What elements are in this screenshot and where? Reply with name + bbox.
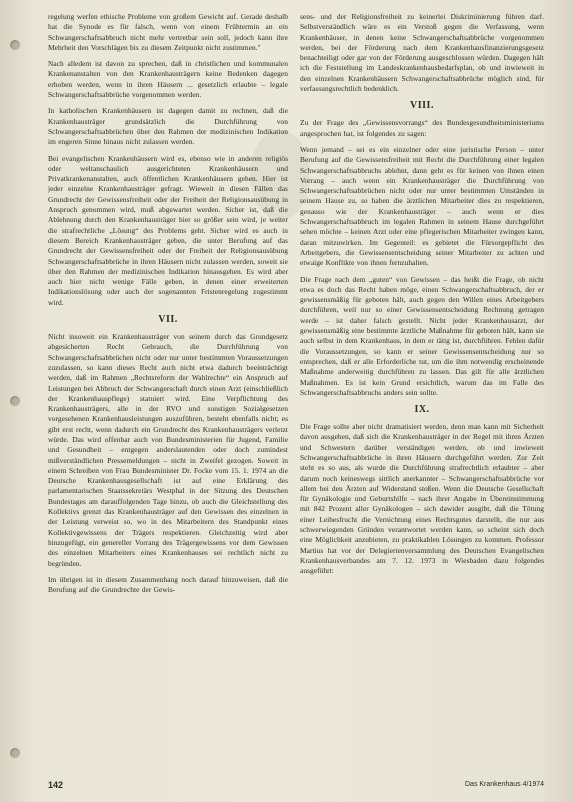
punch-hole (10, 40, 20, 50)
paragraph: Nicht insoweit ein Krankenhausträger von seinem durch das Grundgesetz abgesicherten Recht Gebrauch, die Durchführung von Schwangerschaftsabbrüchen nicht oder nur unter bestimmten Voraussetzungen zuzulassen, so kann dieses Recht auch nicht etwa dadurch beeinträchtigt werden, daß im Rahmen „Rechtsreform der Wahlrechte“ ein Anspruch auf Leistungen bei Abbruch der Schwangerschaft durch einen Arzt (einschließlich der Krankenhauspflege) statuiert wird. Eine Verpflichtung des Krankenhausträgers, alle in der RVO und sonstigen Sozialgesetzen vorgesehenen Krankenhausleistungen auszuführen, besteht ebenfalls nicht; es gibt erst recht, wenn dadurch ein Grundrecht des Krankenhausträgers verletzt würde. Das wird offenbar auch von Bundesministerien für Jugend, Familie und Gesundheit – entgegen anderslautenden oder doch zumindest mißverständlichen Pressemeldungen – nicht in Zweifel gezogen. Soweit in einem Schreiben von Frau Bundesminister Dr. Focke vom 15. 1. 1974 an die Deutsche Krankenhausgesellschaft ist auf eine Erklärung des parlamentarischen Staatssekretärs Westphal in der Sitzung des Deutschen Bundestages am darauffolgenden Tage hinzu, ob auch die Gleichstellung des Kollektivs grenzt das Krankenhausträger auf den Gewissen des einzelnen in der Leistung verweist so, wo in des Mitarbeitern des Standpunkt eines Kollektivgewissens der Trägers respektieren. Gleichzeitig wird aber hinzugefügt, ein genereller Vorrang des Trägergewissens vor dem Gewissen des einzelnen Mitarbeiters eines Krankenhauses sei rechtlich nicht zu begründen. (48, 332, 288, 568)
paragraph: Die Frage sollte aber nicht dramatisiert werden, denn man kann mit Sicherheit davon ausgehen, daß sich die Krankenhausträger in der Regel mit ihren Ärzten und Schwestern darüber verständigen werden, ob und inwieweit Schwangerschaftsabbrüche in ihren Häusern durchgeführt werden. Zur Zeit steht es so aus, als wurde die Durchführung strafrechtlich erlaubter – aber darum noch keineswegs sittlich anerkannter – Schwangerschaftsabbrüche vor allem bei den Ärzten auf Widerstand stoßen. Wenn die Deutsche Gesellschaft für Gynäkologie und Geburtshilfe – nach ihrer Angabe in Übereinstimmung mit 842 Prozent aller Gynäkologen – sich dawider ausgibt, daß die Tötung einer Leibesfrucht die Vernichtung eines Rechtsgutes darstellt, die nur aus schwerwiegenden Gründen verantwortet werden kann, so scheint sich doch eine Möglichkeit anzubieten, zu praktikablen Lösungen zu kommen. Professor Martius hat vor der Delegiertenversammlung des Deutschen Evangelischen Krankenhausverbandes am 7. 12. 1973 in Wiesbaden dazu folgendes ausgeführt: (300, 422, 544, 576)
paragraph: Wenn jemand – sei es ein einzelner oder eine juristische Person – unter Berufung auf die Gewissensfreiheit mit Recht die Durchführung einer legalen Schwangerschaftsabbruchs ablehnt, dann geht es für keinen von ihnen einen Vorrang – auch wenn ein Krankenhausträger die Durchführung von Schwangerschaftsabbrüchen nicht oder nur unter bestimmten Umständen in seinem Hause zu, so haben die ärztlichen Mitarbeiter dies zu respektieren, genauso wie der Krankenhausträger – auch wenn er dies Schwangerschaftsabbruch im legalen Rahmen in seinem Hause durchgeführt sehen möchte – keinen Arzt oder eine pflegerischen Mitarbeiter zwingen kann, daran mitzuwirken. Im Gegenteil: es gebietet die Fürsorgepflicht des Arbeitgebers, die Gewissensentscheidung seiner Mitarbeiter zu achten und etwaige Konflikte von ihnen fernzuhalten. (300, 144, 544, 268)
section-heading-ix: IX. (414, 404, 430, 416)
punch-hole (10, 748, 20, 758)
page-footer (48, 780, 544, 792)
paragraph: Nach alledem ist davon zu sprechen, daß in christlichen und kommunalen Krankenanstalten von den Krankenhausträgern keine Bedenken dagegen erhoben werden, wenn in ihren Häusern ... gesetzlich erlaubte – legale Schwangerschaftsabbrüche vorgenommen werden. (48, 59, 288, 100)
paragraph: In katholischen Krankenhäusern ist dagegen damit zu rechnen, daß die Krankenhausträger grundsätzlich die Durchführung von Schwangerschaftsabbrüchen über den Rahmen der medizinischen Indikation im engeren Sinne hinaus nicht zulassen werden. (48, 106, 288, 147)
left-column (48, 12, 288, 774)
journal-citation: Das Krankenhaus 4/1974 (465, 781, 544, 788)
section-heading-vii: VII. (158, 314, 178, 326)
page-number: 142 (48, 780, 64, 790)
paragraph: Die Frage nach dem „guten“ von Gewissen – das heißt die Frage, ob nicht etwa es doch das Recht haben möge, einen Schwangerschaftsabbruch, der er gewissensmäßig für geboten hält, auch gegen den Willen eines Arbeitgebers durchführen, weil nur so einer Gewissensentscheidung Rechnung getragen werde – ist daher falsch gestellt. Nicht jeder Krankenhausarzt, der gewissensmäßig eine bestimmte ärztliche Maßnahme für geboten hält, kann sie auch selbst in dem Krankenhaus, in dem er tätig ist, durchführen. Fehlen dafür die Voraussetzungen, so kann er seiner Gewissensentscheidung nur so entsprechen, daß er alle Erforderliche tut, um die ihm notwendig erscheinende Maßnahme anderweitig durchführen zu lassen. Das gilt für alle ärztlichen Maßnahmen. Es ist kein Grund ersichtlich, warum das im Falle des Schwangerschaftsabbruchs anders sein sollte. (300, 274, 544, 397)
right-column (300, 12, 544, 774)
paragraph: regelung werfen ethische Probleme von großem Gewicht auf. Gerade deshalb hat die Synode es für falsch, wenn von einem Frühtermin an ein Schwangerschaftsabbruch nicht mehr vertretbar sein soll, jedoch kann ihre Mehrheit den Vorschlägen bis zu diesem Zeitpunkt nicht zustimmen." (48, 12, 288, 52)
binding-holes (10, 0, 24, 802)
paragraph: Bei evangelischen Krankenhäusern wird es, ebenso wie in anderen religiös oder weltanschaulich ausgerichteten Krankenhäusern und Privatkrankenanstalten, auch öffentlichen Krankenhäusern gehen. Hier ist jeder einzelne Krankenhausträger gefragt. Wieweit in diesen Fällen das Grundrecht der Gewissensfreiheit oder der Freiheit der Religionsausübung in Anspruch genommen wird, muß abgewartet werden. Sicher ist, daß die Ablehnung durch den Krankenhausträger hier so größer sein wird, je weiter die strafrechtliche „Lösung“ des Problems geht. Sicher wird es auch in diesem Bereich Krankenhausträger geben, die unter Berufung auf das Grundrecht der Gewissensfreiheit oder der Freiheit der Religionsausübung Schwangerschaftsabbrüche in ihren Häusern nicht zulassen werden, soweit sie über den Rahmen der medizinischen Indikation hinausgehen. Es wird aber auch hier nicht wenige Fälle geben, in denen einer erweiterten Indikationslösung oder auch der sogenannten Fristenregelung zugestimmt wird. (48, 153, 288, 307)
paragraph: Im übrigen ist in diesem Zusammenhang noch darauf hinzuweisen, daß die Berufung auf die Grundrechte der Gewis- (48, 574, 288, 595)
section-heading-viii: VIII. (410, 100, 434, 112)
punch-hole (10, 396, 20, 406)
paragraph: sens- und der Religionsfreiheit zu keinerlei Diskriminierung führen darf. Selbstverständlich wäre es ein Verstoß gegen die Verfassung, wenn Krankenhäuser, in denen keine Schwangerschaftsabbrüche vorgenommen werden, bei der Förderung nach dem Krankenhausfinanzierungsgesetz benachteiligt oder gar von der Förderung ausgeschlossen würden. Dagegen hält ich die Feststellung im Landeskrankenhausbedarfsplan, ob und inwieweit in den einzelnen Krankenhäusern Schwangerschaftsabbrüche möglich sind, für verfassungsrechtlich bedenklich. (300, 12, 544, 94)
paragraph: Zu der Frage des „Gewissensvorrangs“ des Bundesgesundheitsministeriums angesprochen hat, ist folgendes zu sagen: (300, 118, 544, 138)
